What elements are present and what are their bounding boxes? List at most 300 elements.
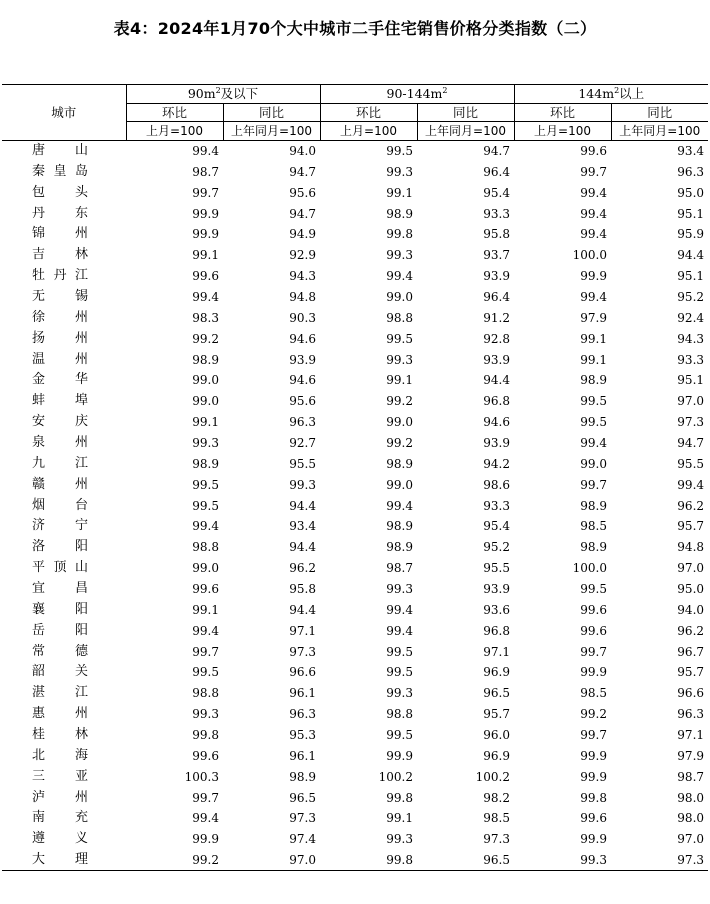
index-value-cell: 99.8	[192, 728, 219, 743]
city-name: 宜昌	[32, 581, 88, 597]
index-value-cell: 99.9	[580, 269, 607, 284]
index-value-cell: 99.3	[386, 832, 413, 847]
index-value-cell: 99.1	[386, 185, 413, 200]
index-value-cell: 99.8	[320, 850, 417, 871]
index-value-cell: 98.9	[580, 498, 607, 513]
city-cell	[2, 808, 126, 829]
index-value-cell: 90.3	[289, 310, 316, 325]
table-header	[2, 85, 708, 141]
table-row	[2, 745, 708, 766]
table-row	[2, 474, 708, 495]
index-value-cell: 100.0	[572, 248, 607, 263]
index-value-cell: 98.8	[386, 310, 413, 325]
index-value-cell: 99.6	[580, 623, 607, 638]
city-cell	[2, 266, 126, 287]
city-name: 岳阳	[32, 622, 88, 638]
index-value-cell: 99.1	[386, 373, 413, 388]
index-value-cell: 96.7	[677, 644, 705, 659]
index-value-cell: 93.3	[483, 498, 510, 513]
index-value-cell: 93.9	[483, 269, 510, 284]
index-value-cell: 99.4	[192, 290, 219, 304]
index-value-cell: 99.1	[580, 331, 607, 346]
table-row	[2, 725, 708, 746]
city-cell	[2, 537, 126, 558]
index-value-cell: 96.4	[483, 164, 510, 179]
index-value-cell: 97.9	[677, 748, 705, 763]
index-value-cell: 94.7	[289, 164, 316, 179]
index-value-cell: 96.6	[289, 665, 316, 680]
table-row	[2, 453, 708, 474]
index-value-cell: 94.0	[677, 602, 705, 617]
table-row	[2, 224, 708, 245]
city-cell	[2, 412, 126, 433]
index-value-cell: 99.5	[192, 665, 219, 680]
city-name: 常德	[32, 643, 88, 659]
index-value-cell: 95.9	[677, 227, 705, 242]
index-value-cell: 99.6	[580, 811, 607, 826]
index-value-cell: 96.5	[483, 686, 510, 701]
index-value-cell: 99.9	[580, 665, 607, 680]
index-value-cell: 92.9	[289, 248, 316, 263]
index-value-cell: 93.3	[483, 206, 510, 221]
yoy-label: 同比	[417, 103, 514, 122]
mom-base-label: 上月=100	[126, 122, 223, 141]
index-value-cell: 99.5	[386, 331, 413, 346]
index-value-cell: 98.8	[386, 707, 413, 722]
index-value-cell: 94.4	[289, 498, 316, 513]
index-value-cell: 95.7	[483, 707, 510, 722]
city-name: 锦州	[32, 226, 88, 242]
index-value-cell: 98.9	[386, 456, 413, 471]
city-cell	[2, 620, 126, 641]
city-name: 湛江	[32, 685, 88, 701]
index-value-cell: 98.8	[192, 686, 219, 701]
city-cell	[2, 391, 126, 412]
index-value-cell: 98.2	[483, 790, 510, 805]
index-value-cell: 95.2	[483, 540, 510, 555]
city-cell	[2, 704, 126, 725]
index-value-cell: 95.4	[483, 519, 510, 534]
index-value-cell: 99.4	[580, 290, 607, 304]
yoy-base-label: 上年同月=100	[417, 122, 514, 141]
table-row	[2, 599, 708, 620]
index-value-cell: 98.9	[386, 519, 413, 534]
table-body	[2, 141, 708, 871]
index-value-cell: 100.2	[475, 769, 510, 784]
index-value-cell: 96.9	[483, 748, 510, 763]
index-value-cell: 95.0	[677, 185, 705, 200]
group-header-large: $144m^2$以上	[514, 85, 708, 104]
index-value-cell: 98.6	[483, 477, 510, 492]
index-value-cell: 99.7	[580, 728, 607, 743]
mom-base-label: 上月=100	[320, 122, 417, 141]
index-value-cell: 97.3	[611, 850, 708, 871]
index-value-cell: 99.2	[386, 394, 413, 409]
city-name: 扬州	[32, 330, 88, 346]
index-value-cell: 99.7	[192, 790, 219, 805]
index-value-cell: 99.4	[192, 811, 219, 826]
city-cell	[2, 850, 126, 871]
index-value-cell: 94.4	[483, 373, 510, 388]
index-value-cell: 99.0	[386, 477, 413, 492]
index-value-cell: 91.2	[483, 310, 510, 325]
index-value-cell: 98.7	[677, 769, 705, 784]
index-value-cell: 99.9	[580, 748, 607, 763]
index-value-cell: 94.4	[289, 602, 316, 617]
table-row	[2, 266, 708, 287]
table-row	[2, 787, 708, 808]
mom-label: 环比	[514, 103, 611, 122]
table-row	[2, 620, 708, 641]
mom-base-label: 上月=100	[514, 122, 611, 141]
table-row	[2, 808, 708, 829]
index-value-cell: 99.5	[386, 665, 413, 680]
index-value-cell: 99.3	[386, 582, 413, 597]
index-value-cell: 96.0	[483, 728, 510, 743]
table-row	[2, 558, 708, 579]
index-value-cell: 95.5	[289, 456, 316, 471]
index-value-cell: 99.4	[580, 436, 607, 451]
index-value-cell: 99.3	[386, 686, 413, 701]
index-value-cell: 95.0	[677, 582, 705, 597]
index-value-cell: 99.0	[192, 394, 219, 409]
index-value-cell: 99.0	[386, 290, 413, 304]
index-value-cell: 99.9	[192, 832, 219, 847]
city-cell	[2, 245, 126, 266]
city-column-header: 城市	[2, 85, 126, 141]
city-cell	[2, 745, 126, 766]
index-value-cell: 99.0	[580, 456, 607, 471]
index-value-cell: 97.1	[677, 728, 705, 743]
table-row	[2, 161, 708, 182]
index-value-cell: 99.4	[677, 477, 705, 492]
index-value-cell: 95.1	[677, 269, 705, 284]
city-cell	[2, 203, 126, 224]
index-value-cell: 96.2	[677, 623, 705, 638]
index-value-cell: 94.6	[289, 331, 316, 346]
city-name: 韶关	[32, 664, 88, 680]
index-value-cell: 100.0	[572, 561, 607, 576]
city-name: 唐山	[32, 143, 88, 159]
index-value-cell: 97.3	[677, 415, 705, 430]
index-value-cell: 94.4	[289, 540, 316, 555]
index-value-cell: 94.2	[483, 456, 510, 471]
index-value-cell: 98.5	[580, 519, 607, 534]
city-cell	[2, 161, 126, 182]
index-value-cell: 95.6	[289, 185, 316, 200]
index-value-cell: 99.0	[192, 561, 219, 576]
index-value-cell: 97.0	[677, 561, 705, 576]
city-name: 泸州	[32, 789, 88, 805]
index-value-cell: 99.4	[580, 185, 607, 200]
index-value-cell: 99.4	[192, 519, 219, 534]
index-value-cell: 93.9	[289, 352, 316, 367]
index-value-cell: 95.1	[677, 373, 705, 388]
index-value-cell: 99.7	[580, 644, 607, 659]
index-value-cell: 94.7	[289, 206, 316, 221]
group-header-medium: $90-144m^2$	[320, 85, 514, 104]
index-value-cell: 99.2	[386, 436, 413, 451]
city-cell	[2, 453, 126, 474]
city-name: 三亚	[32, 768, 88, 784]
index-value-cell: 97.0	[677, 394, 705, 409]
city-cell	[2, 558, 126, 579]
index-value-cell: 99.3	[289, 477, 316, 492]
city-cell	[2, 641, 126, 662]
city-name: 安庆	[32, 414, 88, 430]
city-cell	[2, 224, 126, 245]
table-row	[2, 766, 708, 787]
index-value-cell: 99.4	[386, 623, 413, 638]
index-value-cell: 98.5	[580, 686, 607, 701]
index-value-cell: 92.4	[677, 310, 705, 325]
table-row	[2, 349, 708, 370]
index-value-cell: 97.0	[223, 850, 320, 871]
index-value-cell: 99.7	[580, 164, 607, 179]
city-cell	[2, 349, 126, 370]
index-value-cell: 96.6	[677, 686, 705, 701]
index-value-cell: 99.7	[192, 185, 219, 200]
index-value-cell: 99.2	[580, 707, 607, 722]
table-row	[2, 704, 708, 725]
index-value-cell: 97.3	[289, 644, 316, 659]
city-name: 丹东	[32, 205, 88, 221]
index-value-cell: 99.8	[386, 790, 413, 805]
index-value-cell: 98.0	[677, 790, 705, 805]
index-value-cell: 99.1	[192, 415, 219, 430]
index-value-cell: 96.1	[289, 686, 316, 701]
city-name: 赣州	[32, 476, 88, 492]
table-row	[2, 516, 708, 537]
index-value-cell: 97.0	[677, 832, 705, 847]
city-name: 秦皇岛	[32, 163, 88, 179]
index-value-cell: 95.3	[289, 728, 316, 743]
index-value-cell: 93.4	[289, 519, 316, 534]
table-row	[2, 391, 708, 412]
table-row	[2, 370, 708, 391]
mom-label: 环比	[126, 103, 223, 122]
city-name: 金华	[32, 372, 88, 388]
city-name: 北海	[32, 747, 88, 763]
table-row	[2, 203, 708, 224]
index-value-cell: 98.9	[386, 540, 413, 555]
index-value-cell: 96.5	[289, 790, 316, 805]
city-name: 无锡	[32, 289, 88, 304]
index-value-cell: 95.1	[677, 206, 705, 221]
index-value-cell: 95.7	[677, 519, 705, 534]
index-value-cell: 98.5	[483, 811, 510, 826]
index-value-cell: 99.5	[386, 144, 413, 159]
city-name: 襄阳	[32, 601, 88, 617]
city-cell	[2, 766, 126, 787]
index-value-cell: 99.4	[192, 144, 219, 159]
index-value-cell: 97.1	[289, 623, 316, 638]
index-value-cell: 96.8	[483, 623, 510, 638]
yoy-label: 同比	[611, 103, 708, 122]
index-value-cell: 94.8	[677, 540, 705, 555]
index-value-cell: 99.6	[192, 748, 219, 763]
index-value-cell: 95.6	[289, 394, 316, 409]
city-cell	[2, 662, 126, 683]
index-value-cell: 93.6	[483, 602, 510, 617]
index-value-cell: 99.5	[386, 728, 413, 743]
index-value-cell: 94.3	[289, 269, 316, 284]
index-value-cell: 99.3	[192, 707, 219, 722]
index-value-cell: 93.4	[677, 144, 705, 159]
index-value-cell: 98.9	[580, 540, 607, 555]
city-cell	[2, 370, 126, 391]
index-value-cell: 99.4	[580, 206, 607, 221]
table-row	[2, 850, 708, 871]
yoy-base-label: 上年同月=100	[611, 122, 708, 141]
index-value-cell: 98.3	[192, 310, 219, 325]
index-value-cell: 95.5	[483, 561, 510, 576]
index-value-cell: 99.4	[386, 498, 413, 513]
index-value-cell: 98.9	[192, 352, 219, 367]
index-value-cell: 94.8	[289, 290, 316, 304]
page-title: 表4：2024年1月70个大中城市二手住宅销售价格分类指数（二）	[113, 19, 597, 38]
index-value-cell: 98.0	[677, 811, 705, 826]
index-value-cell: 99.5	[192, 477, 219, 492]
table-row	[2, 662, 708, 683]
city-name: 牡丹江	[32, 268, 88, 284]
table-row	[2, 412, 708, 433]
index-value-cell: 96.2	[289, 561, 316, 576]
index-value-cell: 99.6	[192, 269, 219, 284]
index-value-cell: 97.3	[289, 811, 316, 826]
table-row	[2, 328, 708, 349]
index-value-cell: 94.0	[289, 144, 316, 159]
city-cell	[2, 433, 126, 454]
index-value-cell: 99.5	[580, 582, 607, 597]
table-row	[2, 182, 708, 203]
index-value-cell: 99.8	[386, 227, 413, 242]
index-value-cell: 98.9	[386, 206, 413, 221]
index-value-cell: 99.8	[580, 790, 607, 805]
index-value-cell: 95.7	[677, 665, 705, 680]
yoy-label: 同比	[223, 103, 320, 122]
index-value-cell: 99.9	[192, 206, 219, 221]
city-name: 平顶山	[32, 560, 88, 576]
index-value-cell: 94.3	[677, 331, 705, 346]
city-cell	[2, 307, 126, 328]
index-value-cell: 97.9	[580, 310, 607, 325]
index-value-cell: 99.4	[386, 602, 413, 617]
index-value-cell: 99.9	[192, 227, 219, 242]
index-value-cell: 98.9	[580, 373, 607, 388]
index-value-cell: 96.4	[483, 290, 510, 304]
city-cell	[2, 787, 126, 808]
city-name: 温州	[32, 351, 88, 367]
index-value-cell: 99.7	[580, 477, 607, 492]
index-value-cell: 98.9	[289, 769, 316, 784]
index-value-cell: 99.1	[580, 352, 607, 367]
index-value-cell: 99.5	[386, 644, 413, 659]
index-value-cell: 99.4	[580, 227, 607, 242]
yoy-base-label: 上年同月=100	[223, 122, 320, 141]
index-value-cell: 99.3	[386, 164, 413, 179]
index-value-cell: 94.7	[483, 144, 510, 159]
city-name: 蚌埠	[32, 393, 88, 409]
index-value-cell: 99.5	[580, 394, 607, 409]
index-value-cell: 93.3	[677, 352, 705, 367]
city-name: 桂林	[32, 727, 88, 743]
table-row	[2, 641, 708, 662]
table-row	[2, 829, 708, 850]
index-value-cell: 99.1	[192, 602, 219, 617]
index-value-cell: 99.2	[192, 331, 219, 346]
index-value-cell: 99.7	[192, 644, 219, 659]
city-name: 大理	[32, 851, 88, 867]
city-cell	[2, 141, 126, 162]
index-value-cell: 94.4	[677, 248, 705, 263]
index-value-cell: 96.1	[289, 748, 316, 763]
index-value-cell: 99.0	[386, 415, 413, 430]
city-cell	[2, 328, 126, 349]
city-name: 惠州	[32, 706, 88, 722]
index-value-cell: 99.6	[580, 602, 607, 617]
index-value-cell: 93.9	[483, 352, 510, 367]
city-name: 济宁	[32, 518, 88, 534]
index-value-cell: 95.8	[483, 227, 510, 242]
city-cell	[2, 516, 126, 537]
index-value-cell: 96.3	[289, 415, 316, 430]
city-cell	[2, 725, 126, 746]
index-value-cell: 93.9	[483, 436, 510, 451]
index-value-cell: 97.3	[483, 832, 510, 847]
index-value-cell: 96.3	[677, 164, 705, 179]
index-value-cell: 94.6	[483, 415, 510, 430]
index-value-cell: 99.6	[580, 144, 607, 159]
index-value-cell: 94.6	[289, 373, 316, 388]
table-row	[2, 307, 708, 328]
index-value-cell: 99.3	[386, 248, 413, 263]
city-cell	[2, 829, 126, 850]
index-value-cell: 99.0	[192, 373, 219, 388]
city-cell	[2, 474, 126, 495]
city-name: 遵义	[32, 831, 88, 847]
index-value-cell: 99.4	[386, 269, 413, 284]
index-value-cell: 97.1	[483, 644, 510, 659]
index-value-cell: 100.2	[378, 769, 413, 784]
index-value-cell: 99.9	[580, 769, 607, 784]
index-value-cell: 96.9	[483, 665, 510, 680]
city-cell	[2, 683, 126, 704]
mom-label: 环比	[320, 103, 417, 122]
index-value-cell: 100.3	[184, 769, 219, 784]
index-value-cell: 98.7	[192, 164, 219, 179]
index-value-cell: 99.9	[580, 832, 607, 847]
table-row	[2, 141, 708, 162]
table-row	[2, 683, 708, 704]
city-cell	[2, 495, 126, 516]
table-row	[2, 433, 708, 454]
table-row	[2, 579, 708, 600]
table-row	[2, 537, 708, 558]
index-value-cell: 99.5	[580, 415, 607, 430]
index-value-cell: 95.8	[289, 582, 316, 597]
group-header-small: $90m^2$及以下	[126, 85, 320, 104]
city-name: 徐州	[32, 309, 88, 325]
table-row	[2, 287, 708, 308]
index-value-cell: 99.6	[192, 582, 219, 597]
index-value-cell: 93.9	[483, 582, 510, 597]
index-value-cell: 96.5	[417, 850, 514, 871]
city-name: 南充	[32, 810, 88, 826]
index-value-cell: 97.4	[289, 832, 316, 847]
city-cell	[2, 182, 126, 203]
index-value-cell: 95.5	[677, 456, 705, 471]
